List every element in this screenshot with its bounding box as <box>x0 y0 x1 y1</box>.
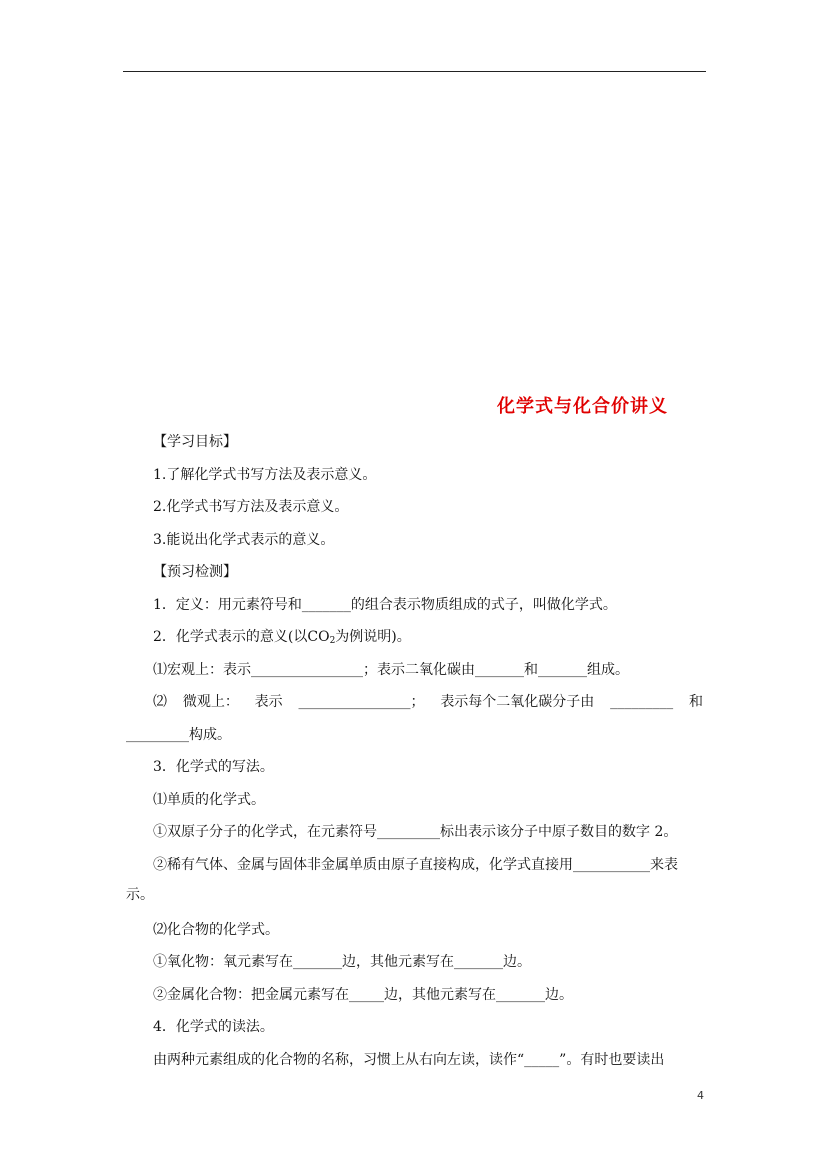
section-heading-goals: 【学习目标】 <box>153 434 237 450</box>
micro-part: 表示 <box>254 694 283 710</box>
header-rule <box>123 71 706 72</box>
goal-item-3: 3.能说出化学式表示的意义。 <box>153 532 335 548</box>
noble-gas-line: ②稀有气体、金属与固体非金属单质由原子直接构成，化学式直接用___________来表 <box>153 857 678 873</box>
micro-line <box>153 693 703 711</box>
meaning-text-a: 2．化学式表示的意义(以CO <box>153 629 330 645</box>
macro-line: ⑴宏观上：表示________________；表示二氧化碳由_______和_______组成。 <box>153 662 629 678</box>
meaning-text-b: 为例说明)。 <box>335 629 411 645</box>
goal-item-2: 2.化学式书写方法及表示意义。 <box>153 499 349 515</box>
definition-line: 1．定义：用元素符号和_______的组合表示物质组成的式子，叫做化学式。 <box>153 597 617 613</box>
micro-part: ________________； <box>298 694 425 710</box>
goal-item-1: 1.了解化学式书写方法及表示意义。 <box>153 467 377 483</box>
micro-part: 和 <box>688 694 703 710</box>
meaning-subscript: 2 <box>329 636 336 646</box>
document-title: 化学式与化合价讲义 <box>497 396 668 417</box>
reading-line: 由两种元素组成的化合物的名称，习惯上从右向左读，读作“_____”。有时也要读出 <box>153 1052 665 1068</box>
oxide-line: ①氧化物：氧元素写在_______边，其他元素写在_______边。 <box>153 954 531 970</box>
noble-gas-continuation: 示。 <box>126 887 154 903</box>
page-number: 4 <box>697 1089 704 1102</box>
meaning-line <box>153 628 411 650</box>
section-heading-preview: 【预习检测】 <box>153 564 237 580</box>
micro-part: _________ <box>610 694 674 710</box>
micro-part: ⑵ <box>153 694 167 710</box>
section-heading-writing: 3．化学式的写法。 <box>153 759 274 775</box>
section-heading-reading: 4．化学式的读法。 <box>153 1019 274 1035</box>
micro-continuation: _________构成。 <box>126 727 231 743</box>
micro-part: 微观上： <box>182 694 239 710</box>
simple-substance-heading: ⑴单质的化学式。 <box>153 792 265 808</box>
compound-heading: ⑵化合物的化学式。 <box>153 922 279 938</box>
metal-compound-line: ②金属化合物：把金属元素写在_____边，其他元素写在_______边。 <box>153 987 573 1003</box>
diatomic-line: ①双原子分子的化学式，在元素符号_________标出表示该分子中原子数目的数字 2。 <box>153 824 678 840</box>
micro-part: 表示每个二氧化碳分子由 <box>440 694 595 710</box>
